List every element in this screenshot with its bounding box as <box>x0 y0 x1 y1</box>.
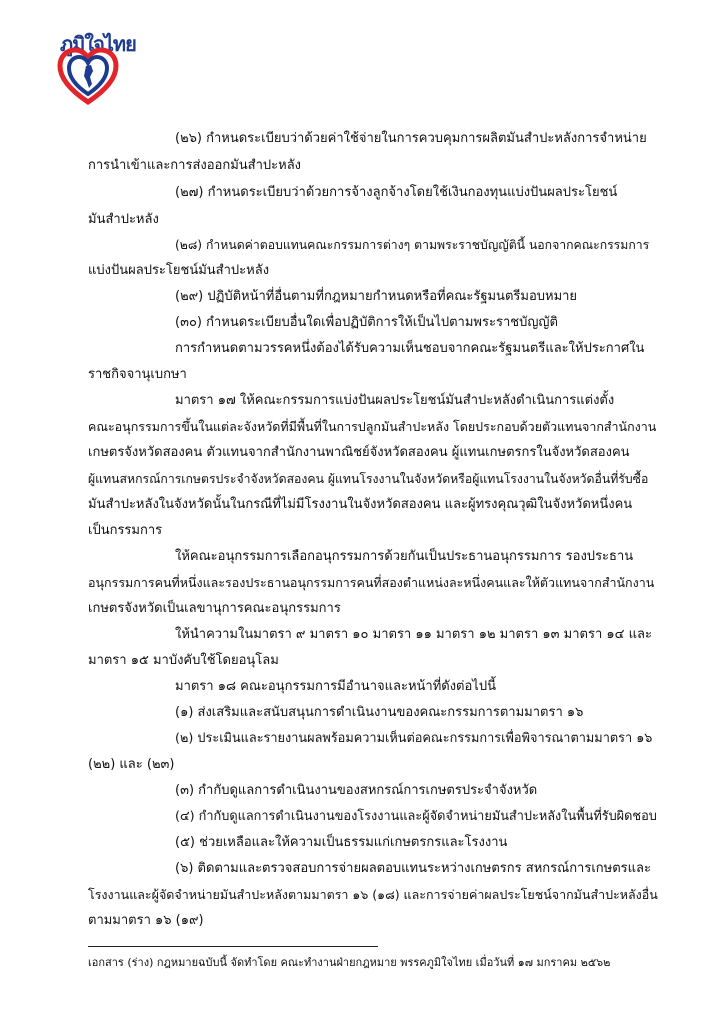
text-line: (๒) ประเมินและรายงานผลพร้อมความเห็นต่อคณะกรรมการเพื่อพิจารณาตามมาตรา ๑๖ <box>175 731 653 746</box>
heart-map-icon <box>56 44 120 106</box>
text-line: โรงงานและผู้จัดจำหน่ายมันสำปะหลังตามมาตรา ๑๖ (๑๘) และการจ่ายค่าผลประโยชน์จากมันสำปะหลังอื่น <box>88 887 658 902</box>
logo-text: ภูมิใจไทย <box>60 32 136 56</box>
text-line: มันสำปะหลัง <box>88 212 159 227</box>
text-line: (๒๗) กำหนดระเบียบว่าด้วยการจ้างลูกจ้างโดยใช้เงินกองทุนแบ่งปันผลประโยชน์ <box>175 185 618 200</box>
footnote-divider <box>88 946 378 947</box>
text-line: (๒๙) ปฏิบัติหน้าที่อื่นตามที่กฎหมายกำหนดหรือที่คณะรัฐมนตรีมอบหมาย <box>175 289 578 304</box>
text-line: (๓) กำกับดูแลการดำเนินงานของสหกรณ์การเกษตรประจำจังหวัด <box>175 783 538 798</box>
text-line: มาตรา ๑๕ มาบังคับใช้โดยอนุโลม <box>88 653 279 668</box>
text-line: (๒๒) และ (๒๓) <box>88 757 175 772</box>
text-line: มันสำปะหลังในจังหวัดนั้นในกรณีที่ไม่มีโรงงานในจังหวัดสองคน และผู้ทรงคุณวุฒิในจังหวัดหนึ่งคน <box>88 497 633 512</box>
party-logo <box>56 14 136 106</box>
text-line: (๒๖) กำหนดระเบียบว่าด้วยค่าใช้จ่ายในการควบคุมการผลิตมันสำปะหลังการจำหน่าย <box>175 131 647 146</box>
text-line: เกษตรจังหวัดสองคน ตัวแทนจากสำนักงานพาณิชย์จังหวัดสองคน ผู้แทนเกษตรกรในจังหวัดสองคน <box>88 445 630 460</box>
text-line: เป็นกรรมการ <box>88 523 163 538</box>
text-line: ตามมาตรา ๑๖ (๑๙) <box>88 913 204 928</box>
text-line: ราชกิจจานุเบกษา <box>88 367 187 382</box>
text-line: อนุกรรมการคนที่หนึ่งและรองประธานอนุกรรมการคนที่สองตำแหน่งละหนึ่งคนและให้ตัวแทนจากสำนักงาน <box>88 575 655 590</box>
text-line: มาตรา ๑๗ ให้คณะกรรมการแบ่งปันผลประโยชน์มันสำปะหลังดำเนินการแต่งตั้ง <box>175 393 615 408</box>
text-line: คณะอนุกรรมการขึ้นในแต่ละจังหวัดที่มีพื้นที่ในการปลูกมันสำปะหลัง โดยประกอบด้วยตัวแทนจากสำนักงาน <box>88 419 657 434</box>
text-line: (๒๘) กำหนดค่าตอบแทนคณะกรรมการต่างๆ ตามพระราชบัญญัตินี้ นอกจากคณะกรรมการ <box>175 238 650 252</box>
text-line: แบ่งปันผลประโยชน์มันสำปะหลัง <box>88 263 270 278</box>
text-line: การกำหนดตามวรรคหนึ่งต้องได้รับความเห็นชอบจากคณะรัฐมนตรีและให้ประกาศใน <box>175 341 645 356</box>
footnote: เอกสาร (ร่าง) กฎหมายฉบับนี้ จัดทำโดย คณะทำงานฝ่ายกฎหมาย พรรคภูมิใจไทย เมื่อวันที่ ๑๗ มกราคม ๒๕๖๒ <box>88 956 611 969</box>
text-line: ให้คณะอนุกรรมการเลือกอนุกรรมการด้วยกันเป็นประธานอนุกรรมการ รองประธาน <box>175 549 634 564</box>
text-line: มาตรา ๑๘ คณะอนุกรรมการมีอำนาจและหน้าที่ดังต่อไปนี้ <box>175 679 496 694</box>
text-line: การนำเข้าและการส่งออกมันสำปะหลัง <box>88 158 302 173</box>
text-line: (๖) ติดตามและตรวจสอบการจ่ายผลตอบแทนระหว่างเกษตรกร สหกรณ์การเกษตรและ <box>175 861 651 876</box>
text-line: (๓๐) กำหนดระเบียบอื่นใดเพื่อปฏิบัติการให้เป็นไปตามพระราชบัญญัติ <box>175 315 558 330</box>
text-line: ผู้แทนสหกรณ์การเกษตรประจำจังหวัดสองคน ผู้แทนโรงงานในจังหวัดหรือผู้แทนโรงงานในจังหวัดอื่นที่รับซื้อ <box>88 472 649 486</box>
text-line: (๕) ช่วยเหลือและให้ความเป็นธรรมแก่เกษตรกรและโรงงาน <box>175 835 508 850</box>
text-line: ให้นำความในมาตรา ๙ มาตรา ๑๐ มาตรา ๑๑ มาตรา ๑๒ มาตรา ๑๓ มาตรา ๑๔ และ <box>175 627 652 642</box>
text-line: เกษตรจังหวัดเป็นเลขานุการคณะอนุกรรมการ <box>88 601 341 616</box>
text-line: (๔) กำกับดูแลการดำเนินงานของโรงงานและผู้จัดจำหน่ายมันสำปะหลังในพื้นที่รับผิดชอบ <box>175 809 657 824</box>
text-line: (๑) ส่งเสริมและสนับสนุนการดำเนินงานของคณะกรรมการตามมาตรา ๑๖ <box>175 705 584 720</box>
